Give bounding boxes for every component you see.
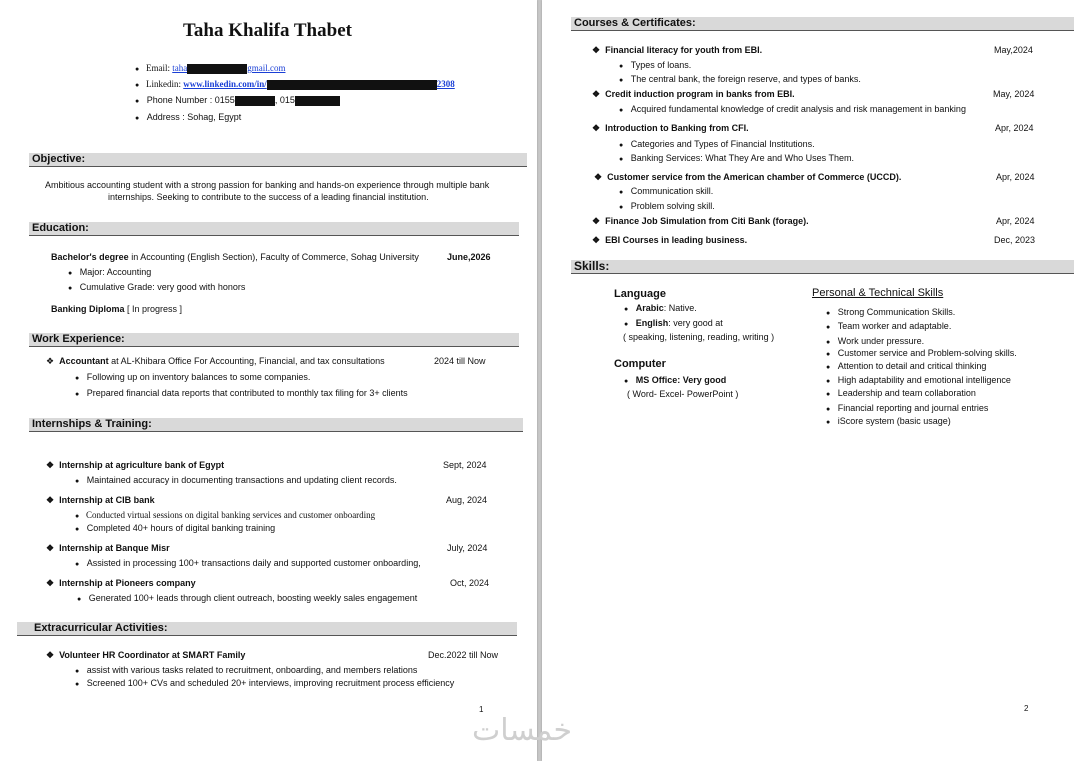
page-number: 2 [1024,704,1029,713]
internships-header: Internships & Training: [29,418,523,432]
objective-line-2: internships. Seeking to contribute to the success of a leading financial institution. [108,192,429,202]
contact-email: ● Email: taha gmail.com [135,63,286,73]
personal-skill-item: ● Strong Communication Skills. [826,307,956,317]
course-date: Apr, 2024 [996,216,1035,226]
contact-phone: ● Phone Number : 0155 , 015 [135,95,340,107]
work-item: ● Prepared financial data reports that contributed to monthly tax filing for 3+ clients [75,388,408,398]
degree-line: Bachelor's degree in Accounting (English Section), Faculty of Commerce, Sohag University [51,252,419,262]
course-item: ● The central bank, the foreign reserve, and types of banks. [619,74,861,84]
computer-heading: Computer [614,358,666,370]
email-link[interactable]: taha gmail.com [172,63,286,73]
internship-title: ❖ Internship at agriculture bank of Egypt [46,460,225,470]
course-date: Dec, 2023 [994,235,1036,245]
volunteer-item: ● assist with various tasks related to recruitment, onboarding, and members relations [75,665,418,675]
personal-skill-item: ● Leadership and team collaboration [826,388,976,398]
internship-date: Aug, 2024 [446,495,488,505]
education-item: ● Major: Accounting [68,267,152,277]
internship-item: ● Completed 40+ hours of digital banking training [75,523,276,533]
resume-page-2 [542,0,1081,761]
internship-title: ❖ Internship at Pioneers company [46,578,196,588]
internship-item: ● Assisted in processing 100+ transactions daily and supported customer onboarding, [75,558,421,568]
course-date: Apr, 2024 [996,172,1035,182]
volunteer-date: Dec.2022 till Now [428,650,499,660]
contact-linkedin: ● Linkedin: www.linkedin.com/in/ 2308 [135,79,455,89]
personal-skill-item: ● iScore system (basic usage) [826,416,951,426]
personal-skill-item: ● Financial reporting and journal entries [826,403,989,413]
language-heading: Language [614,288,666,300]
internship-item: ● Conducted virtual sessions on digital banking services and customer onboarding [75,510,376,520]
internship-item: ● Generated 100+ leads through client outreach, boosting weekly sales engagement [77,593,418,603]
course-date: May,2024 [994,45,1033,55]
objective-line-1: Ambitious accounting student with a strong passion for banking and hands-on experience through multiple bank [45,180,490,190]
work-item: ● Following up on inventory balances to some companies. [75,372,311,382]
internship-date: Sept, 2024 [443,460,487,470]
skills-header: Skills: [571,260,1074,274]
internship-title: ❖ Internship at CIB bank [46,495,155,505]
education-item: ● Cumulative Grade: very good with honors [68,282,246,292]
course-item: ● Types of loans. [619,60,692,70]
course-item: ● Banking Services: What They Are and Who Uses Them. [619,153,855,163]
page-number: 1 [479,705,484,714]
course-item: ● Problem solving skill. [619,201,715,211]
work-header: Work Experience: [29,333,519,347]
course-title: ❖ Customer service from the American chamber of Commerce (UCCD). [594,172,902,182]
course-title: ❖ Finance Job Simulation from Citi Bank (forage). [592,216,809,226]
course-title: ❖ Introduction to Banking from CFI. [592,123,749,133]
personal-skill-item: ● Attention to detail and critical thinking [826,361,987,371]
course-date: Apr, 2024 [995,123,1034,133]
personal-skill-item: ● High adaptability and emotional intelligence [826,375,1011,385]
internship-title: ❖ Internship at Banque Misr [46,543,170,553]
contact-address: ● Address : Sohag, Egypt [135,112,242,122]
personal-skill-item: ● Team worker and adaptable. [826,321,952,331]
course-date: May, 2024 [993,89,1035,99]
course-title: ❖ Financial literacy for youth from EBI. [592,45,763,55]
work-title: ❖ Accountant at AL-Khibara Office For Accounting, Financial, and tax consultations [46,356,385,366]
course-item: ● Acquired fundamental knowledge of credit analysis and risk management in banking [619,104,966,114]
linkedin-link[interactable]: www.linkedin.com/in/ 2308 [183,79,455,89]
degree-date: June,2026 [447,252,491,262]
course-item: ● Communication skill. [619,186,714,196]
personal-skills-heading: Personal & Technical Skills [812,287,944,299]
computer-ms-detail: ( Word- Excel- PowerPoint ) [627,389,739,399]
education-header: Education: [29,222,519,236]
course-item: ● Categories and Types of Financial Institutions. [619,139,815,149]
resume-page-1 [0,0,537,761]
internship-date: July, 2024 [447,543,488,553]
work-date: 2024 till Now [434,356,486,366]
internship-date: Oct, 2024 [450,578,490,588]
language-arabic: ● Arabic: Native. [624,303,697,313]
course-title: ❖ Credit induction program in banks from EBI. [592,89,795,99]
language-english: ● English: very good at [624,318,723,328]
diploma-line: Banking Diploma [ In progress ] [51,304,183,314]
language-english-detail: ( speaking, listening, reading, writing ) [623,332,775,342]
candidate-name: Taha Khalifa Thabet [183,20,352,41]
internship-item: ● Maintained accuracy in documenting transactions and updating client records. [75,475,397,485]
volunteer-item: ● Screened 100+ CVs and scheduled 20+ interviews, improving recruitment process efficiency [75,678,455,688]
courses-header: Courses & Certificates: [571,17,1074,31]
personal-skill-item: ● Customer service and Problem-solving skills. [826,348,1017,358]
watermark-logo: خمسات [472,713,573,748]
course-title: ❖ EBI Courses in leading business. [592,235,748,245]
volunteer-title: ❖ Volunteer HR Coordinator at SMART Family [46,650,246,660]
extracurricular-header: Extracurricular Activities: [17,622,517,636]
objective-header: Objective: [29,153,527,167]
computer-ms-office: ● MS Office: Very good [624,375,727,385]
personal-skill-item: ● Work under pressure. [826,336,925,346]
